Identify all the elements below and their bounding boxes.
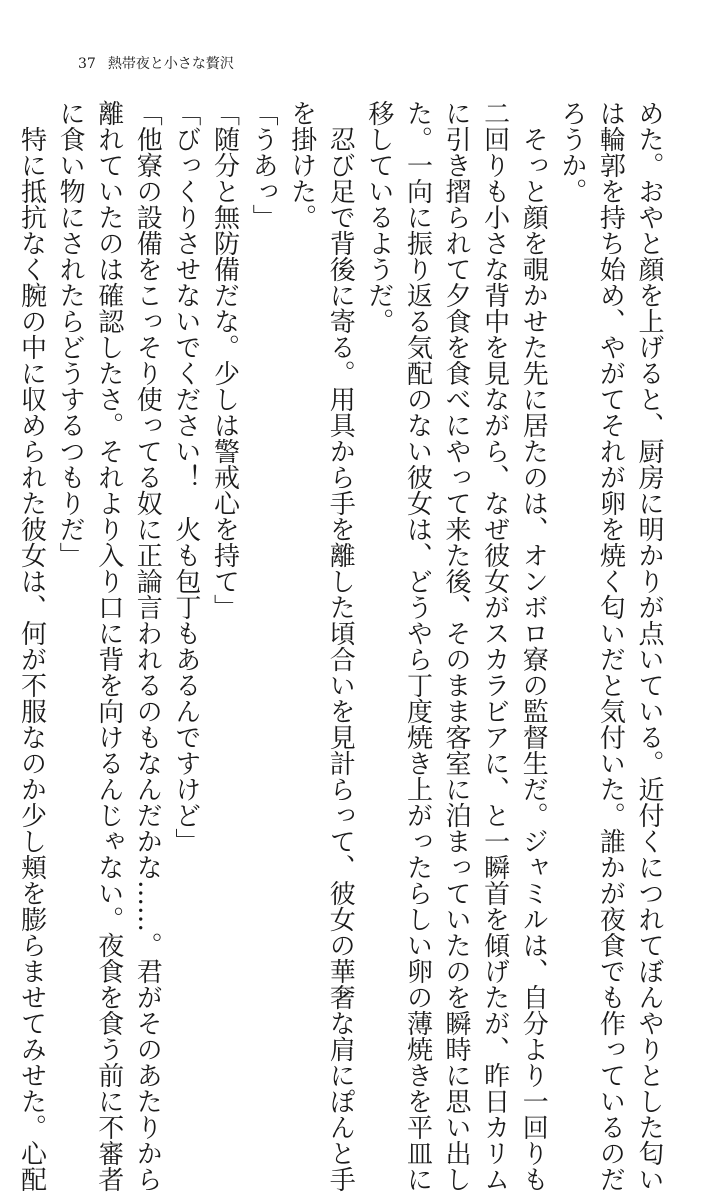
text-column: を掛けた。 (286, 100, 317, 230)
text-column: 特に抵抗なく腕の中に収められた彼女は、何が不服なのか少し頬を膨らませてみせた。心配 (16, 100, 47, 1192)
text-column: 忍び足で背後に寄る。用具から手を離した頃合いを見計らって、彼女の華奢な肩にぽんと手 (325, 100, 356, 1192)
text-column: に食い物にされたらどうするつもりだ」 (55, 100, 86, 568)
text-column: 「他寮の設備をこっそり使ってる奴に正論言われるのもなんだかな……。君がそのあたりから (132, 100, 163, 1192)
page-number: 37 (78, 56, 96, 72)
vertical-text-body (12, 100, 668, 1192)
text-column: 離れていたのは確認したさ。それより入り口に背を向けるんじゃない。夜食を食う前に不審者 (93, 100, 124, 1192)
text-column: に引き摺られて夕食を食べにやって来た後、そのまま客室に泊まっていたのを瞬時に思い出し (441, 100, 472, 1192)
text-column: は輪郭を持ち始め、やがてそれが卵を焼く匂いだと気付いた。誰かが夜食でも作っているのだ (595, 100, 626, 1192)
book-title: 熱帯夜と小さな贅沢 (107, 56, 234, 72)
text-column: 「うあっ」 (248, 100, 279, 230)
text-column: 二回りも小さな背中を見ながら、なぜ彼女がスカラビアに、と一瞬首を傾げたが、昨日カリム (479, 100, 510, 1192)
text-column: ろうか。 (556, 100, 587, 204)
text-column: た。一向に振り返る気配のない彼女は、どうやら丁度焼き上がったらしい卵の薄焼きを平皿に (402, 100, 433, 1192)
text-column: めた。おやと顔を上げると、厨房に明かりが点いている。近付くにつれてぼんやりとした匂い (634, 100, 664, 1192)
text-column: 「随分と無防備だな。少しは警戒心を持て」 (209, 100, 240, 620)
text-column: 移しているようだ。 (363, 100, 394, 334)
text-column: そっと顔を覗かせた先に居たのは、オンボロ寮の監督生だ。ジャミルは、自分より一回りも (518, 100, 549, 1192)
running-header (78, 54, 234, 74)
text-column: 「びっくりさせないでください！ 火も包丁もあるんですけど」 (170, 100, 201, 854)
